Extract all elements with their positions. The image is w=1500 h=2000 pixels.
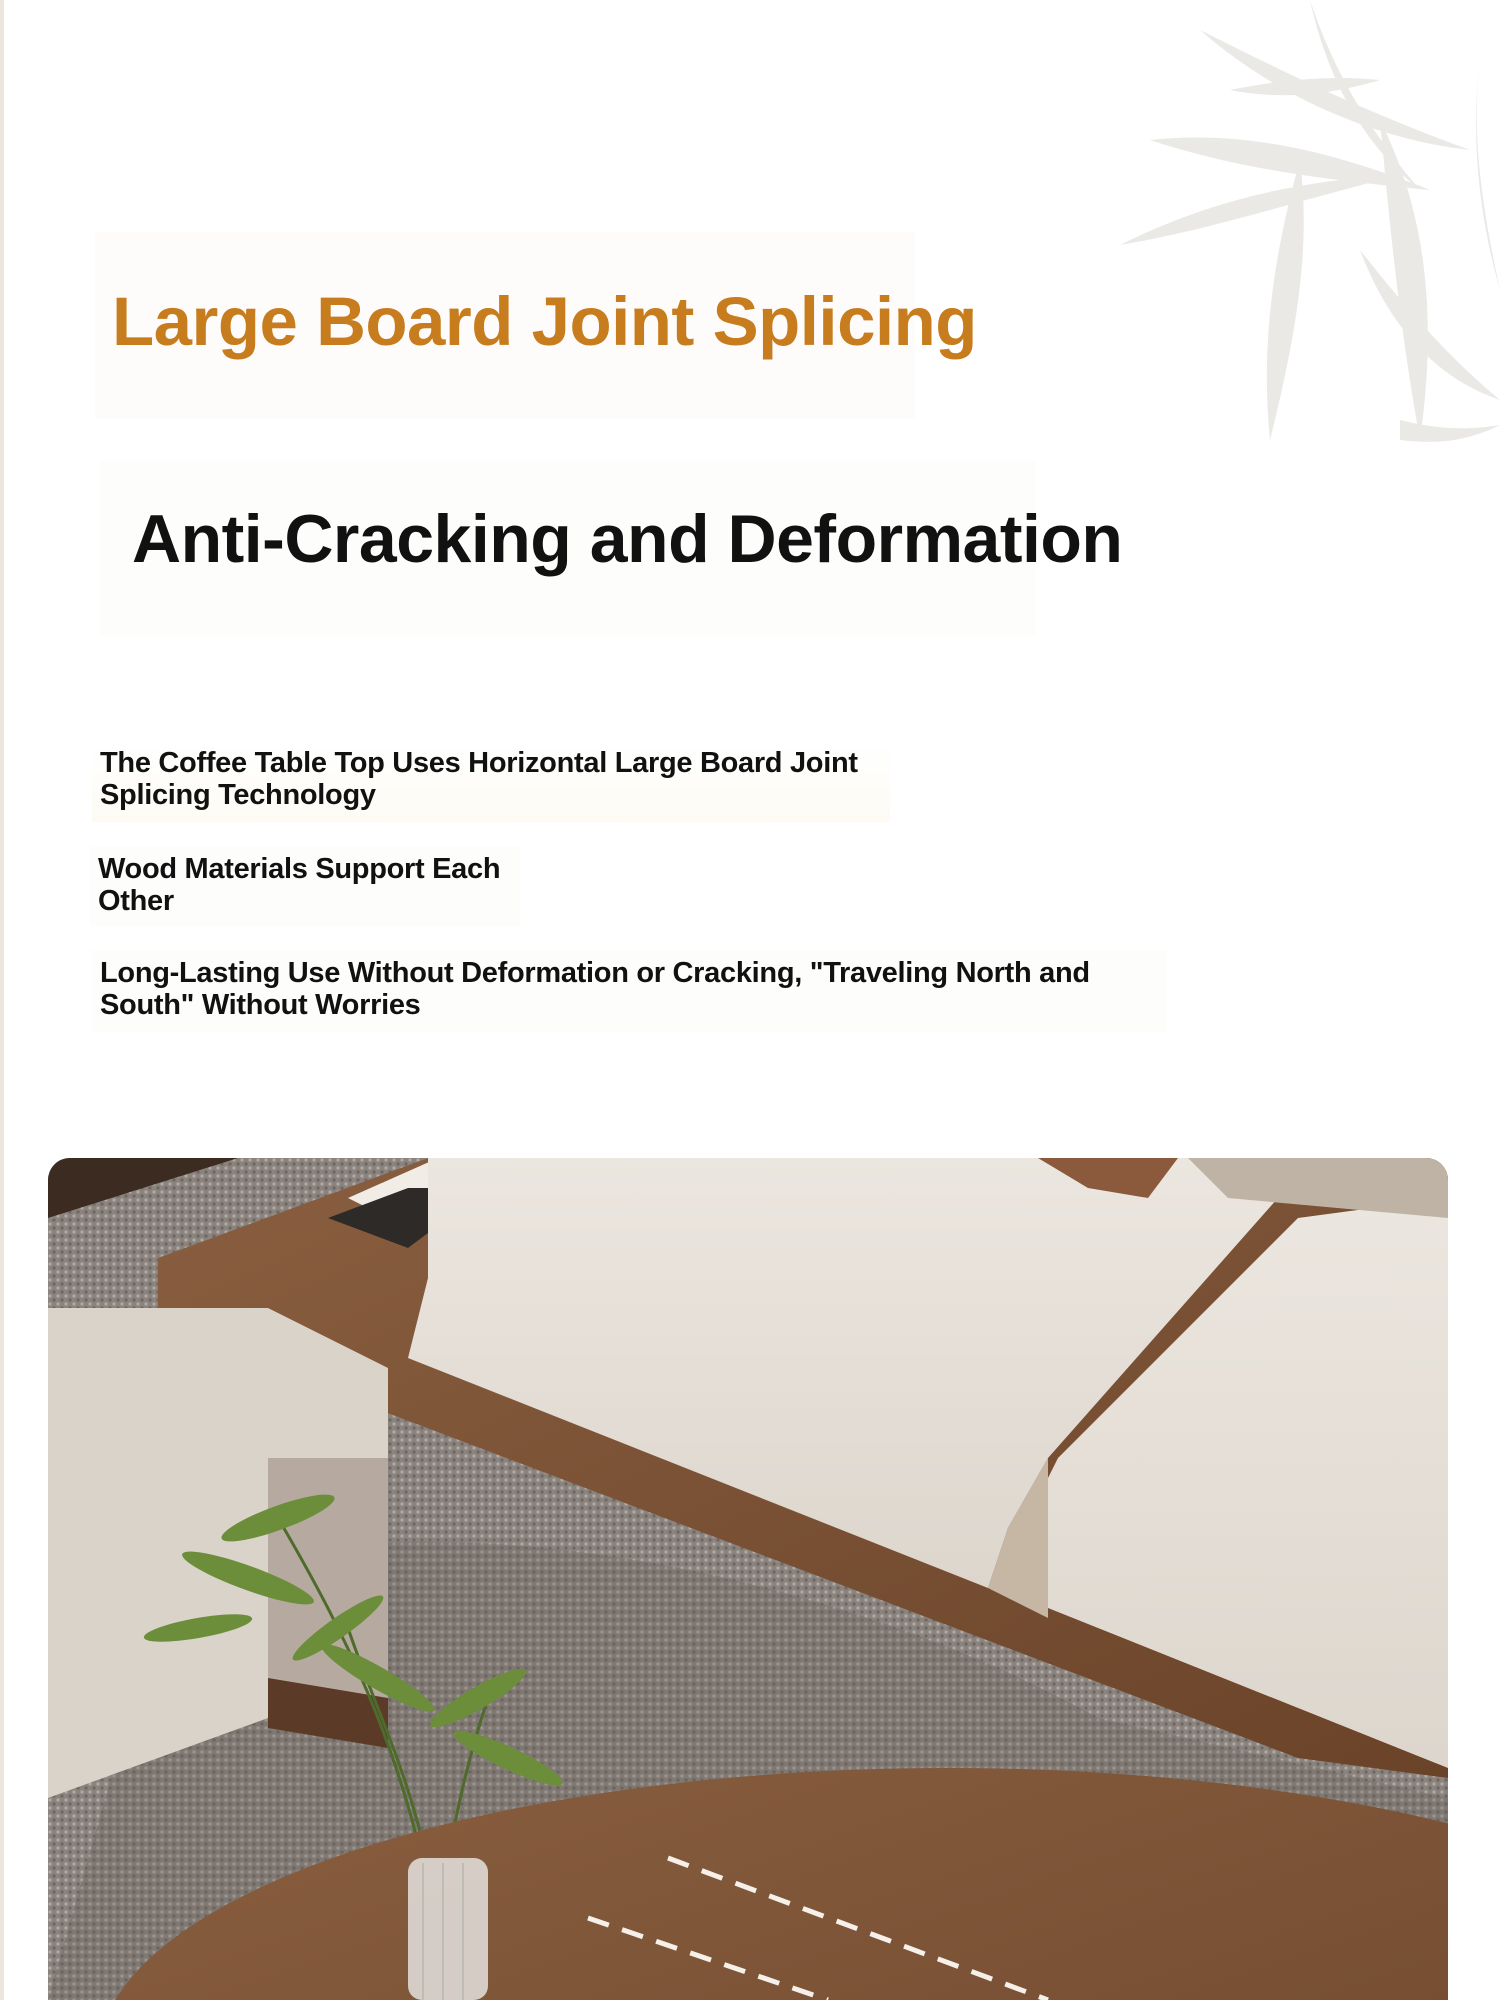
product-photo (48, 1158, 1448, 2000)
subheadline: Anti-Cracking and Deformation (132, 501, 1123, 577)
headline: Large Board Joint Splicing (112, 283, 977, 360)
feature-text-support: Wood Materials Support Each Other (98, 853, 501, 917)
bamboo-leaves-decoration (1000, 0, 1500, 470)
feature-text-durability: Long-Lasting Use Without Deformation or Cracking, "Traveling North and South" Without Worries (100, 957, 1090, 1021)
page-left-border (0, 0, 4, 2000)
feature-text-splicing: The Coffee Table Top Uses Horizontal Large Board Joint Splicing Technology (100, 747, 858, 811)
